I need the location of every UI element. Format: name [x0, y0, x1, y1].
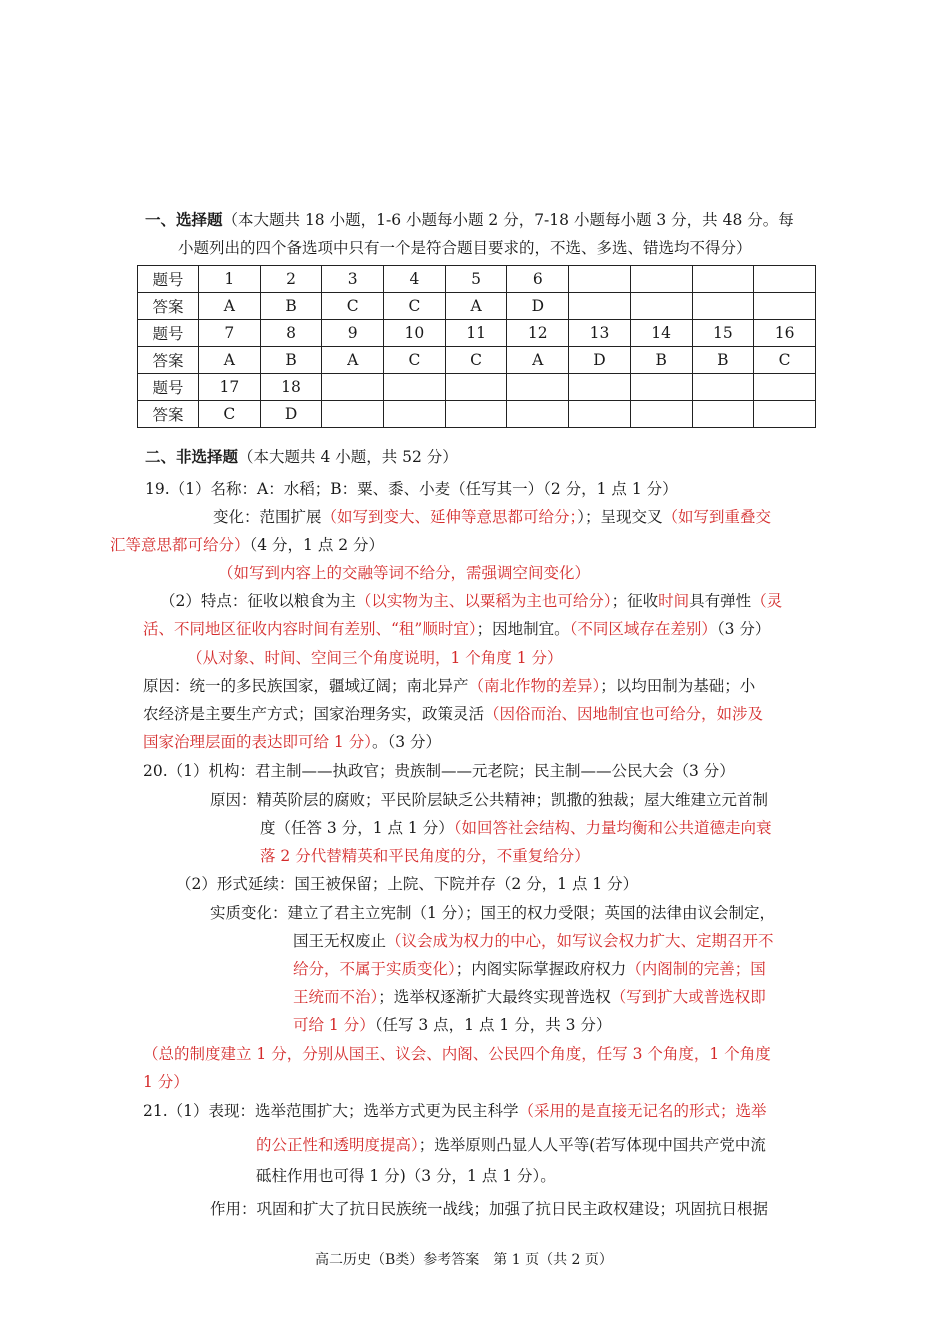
table-cell: B — [692, 347, 754, 374]
table-cell: C — [199, 401, 261, 428]
q21-line4: 作用：巩固和扩大了抗日民族统一战线；加强了抗日民主政权建设；巩固抗日根据 — [210, 1200, 769, 1218]
table-cell: D — [569, 347, 631, 374]
table-cell: 9 — [322, 320, 384, 347]
q20-line5: （2）形式延续：国王被保留；上院、下院并存（2 分，1 点 1 分） — [176, 875, 639, 893]
table-cell: C — [384, 347, 446, 374]
table-cell: C — [322, 293, 384, 320]
table-cell: 14 — [630, 320, 692, 347]
table-cell — [507, 374, 569, 401]
table-row — [138, 347, 816, 374]
q19-line5 — [160, 589, 782, 611]
table-cell — [507, 401, 569, 428]
section1-desc-line2: 小题列出的四个备选项中只有一个是符合题目要求的，不选、多选、错选均不得分） — [178, 239, 752, 257]
table-cell — [630, 266, 692, 293]
table-row-header: 题号 — [138, 374, 199, 401]
table-row-header: 答案 — [138, 401, 199, 428]
q21-line3: 砥柱作用也可得 1 分)（3 分，1 点 1 分）。 — [256, 1167, 556, 1185]
table-cell: B — [260, 347, 322, 374]
q20-line11-note: （总的制度建立 1 分，分别从国王、议会、内阁、公民四个角度，任写 3 个角度，1 个角度 — [143, 1045, 771, 1063]
table-row-header: 答案 — [138, 347, 199, 374]
q19-reason-text: ；以均田制为基础；小 — [600, 677, 756, 695]
q19-feature-time: 时间 — [658, 592, 690, 610]
table-cell — [384, 374, 446, 401]
q19-line2 — [213, 505, 771, 527]
q19-line7-note: （从对象、时间、空间三个角度说明，1 个角度 1 分） — [187, 649, 563, 667]
q20-line7 — [293, 929, 774, 951]
section1-title — [145, 208, 794, 230]
table-cell: A — [199, 347, 261, 374]
q19-feature-note3: （不同区域存在差别） — [569, 620, 717, 638]
q21-show-note: （采用的是直接无记名的形式；选举 — [518, 1102, 767, 1120]
q19-feature-label: （2）特点：征收以粮食为主 — [160, 592, 356, 610]
table-cell — [445, 374, 507, 401]
table-cell: A — [322, 347, 384, 374]
q21-line2 — [256, 1133, 766, 1155]
table-row — [138, 293, 816, 320]
q19-line10 — [143, 730, 441, 752]
q20-line6: 实质变化：建立了君主立宪制（1 分）；国王的权力受限；英国的法律由议会制定， — [210, 904, 776, 922]
q20-change-king: 国王无权废止 — [293, 932, 387, 950]
q19-reason-note2-cont: 国家治理层面的表达即可给 1 分） — [143, 733, 372, 751]
table-cell: 6 — [507, 266, 569, 293]
table-row-header: 题号 — [138, 266, 199, 293]
q19-feature-note2-cont: 活、不同地区征收内容时间有差别、“租”顺时宜） — [143, 620, 477, 638]
table-cell — [630, 293, 692, 320]
section1-heading: 一、选择题 — [145, 210, 223, 229]
table-cell — [569, 401, 631, 428]
table-cell: 5 — [445, 266, 507, 293]
q19-line9 — [143, 702, 763, 724]
q19-reason-text2: 农经济是主要生产方式；国家治理务实，政策灵活 — [143, 705, 485, 723]
table-cell: 8 — [260, 320, 322, 347]
q19-feature-note1: （以实物为主、以粟稻为主也可给分） — [355, 592, 612, 610]
table-cell — [754, 401, 816, 428]
q20-change-vote: ；选举权逐渐扩大最终实现普选权 — [378, 988, 611, 1006]
table-row — [138, 266, 816, 293]
q21-line1 — [143, 1099, 767, 1121]
table-cell: D — [260, 401, 322, 428]
table-cell: 3 — [322, 266, 384, 293]
table-cell: 7 — [199, 320, 261, 347]
table-cell: 15 — [692, 320, 754, 347]
q20-line4-note: 落 2 分代替精英和平民角度的分，不重复给分） — [260, 847, 590, 865]
q20-change-note2: （内阁制的完善；国 — [626, 960, 766, 978]
q19-reason-label: 原因：统一的多民族国家，疆域辽阔；南北异产 — [143, 677, 469, 695]
q19-reason-score: 。（3 分） — [371, 733, 442, 751]
table-cell: 4 — [384, 266, 446, 293]
q19-line6 — [143, 617, 770, 639]
q20-reason-score: 度（任答 3 分，1 点 1 分） — [260, 819, 454, 837]
section2-title — [145, 445, 458, 467]
table-cell — [569, 266, 631, 293]
table-cell: D — [507, 293, 569, 320]
q19-feature-text: ；征收 — [611, 592, 659, 610]
q20-reason-note: （如回答社会结构、力量均衡和公共道德走向衰 — [453, 819, 772, 837]
table-cell — [445, 401, 507, 428]
q19-change-note2-cont: 汇等意思都可给分） — [110, 536, 250, 554]
q19-feature-score: （3 分） — [716, 620, 771, 638]
table-cell: A — [199, 293, 261, 320]
q19-change-label: 变化：范围扩展 — [213, 508, 322, 526]
table-cell: 10 — [384, 320, 446, 347]
table-cell — [692, 401, 754, 428]
q19-change-cross: ）；呈现交叉 — [577, 508, 663, 526]
section2-desc: （本大题共 4 小题，共 52 分） — [238, 448, 458, 466]
table-row-header: 题号 — [138, 320, 199, 347]
table-row — [138, 320, 816, 347]
q20-line3 — [260, 816, 772, 838]
q19-line3 — [110, 533, 384, 555]
table-cell: A — [445, 293, 507, 320]
q21-show-note-cont: 的公正性和透明度提高） — [256, 1136, 419, 1154]
q21-show-label: 21.（1）表现：选举范围扩大；选举方式更为民主科学 — [143, 1102, 519, 1120]
q20-line10 — [293, 1013, 611, 1035]
q20-change-note3: （写到扩大或普选权即 — [610, 988, 766, 1006]
table-cell: 2 — [260, 266, 322, 293]
q20-line9 — [293, 985, 766, 1007]
q21-show-text: ；选举原则凸显人人平等(若写体现中国共产党中流 — [418, 1136, 766, 1154]
q19-reason-note1: （南北作物的差异） — [468, 677, 601, 695]
page-footer: 高二历史（B类）参考答案 第 1 页（共 2 页） — [315, 1252, 613, 1268]
table-cell — [754, 293, 816, 320]
q20-change-note3-cont: 可给 1 分） — [293, 1016, 375, 1034]
q20-line2: 原因：精英阶层的腐败；平民阶层缺乏公共精神；凯撒的独裁；屋大维建立元首制 — [210, 791, 769, 809]
q19-feature-flex: 具有弹性 — [689, 592, 752, 610]
table-cell: C — [754, 347, 816, 374]
q19-feature-local: ；因地制宜。 — [476, 620, 570, 638]
table-cell — [384, 401, 446, 428]
table-cell: C — [384, 293, 446, 320]
table-cell: 16 — [754, 320, 816, 347]
q20-change-note1-cont: 给分，不属于实质变化） — [293, 960, 456, 978]
q19-reason-note2: （因俗而治、因地制宜也可给分，如涉及 — [484, 705, 764, 723]
q19-line4-note: （如写到内容上的交融等词不给分，需强调空间变化） — [218, 564, 591, 582]
table-cell — [630, 401, 692, 428]
table-cell: B — [630, 347, 692, 374]
table-cell — [569, 293, 631, 320]
q19-change-note1: （如写到变大、延伸等意思都可给分； — [321, 508, 578, 526]
table-cell: C — [445, 347, 507, 374]
table-cell — [692, 374, 754, 401]
table-cell — [569, 374, 631, 401]
table-cell — [692, 266, 754, 293]
table-row — [138, 374, 816, 401]
q20-change-note1: （议会成为权力的中心，如写议会权力扩大、定期召开不 — [386, 932, 774, 950]
q19-change-note2: （如写到重叠交 — [662, 508, 772, 526]
q20-change-score: （任写 3 点，1 点 1 分，共 3 分） — [374, 1016, 612, 1034]
table-cell: 12 — [507, 320, 569, 347]
q20-change-cabinet: ；内阁实际掌握政府权力 — [455, 960, 627, 978]
table-cell — [322, 374, 384, 401]
table-row — [138, 401, 816, 428]
q19-change-score: （4 分，1 点 2 分） — [249, 536, 385, 554]
table-cell — [692, 293, 754, 320]
answer-table — [137, 265, 816, 428]
q19-line8 — [143, 674, 755, 696]
q20-change-note2-cont: 王统而不治） — [293, 988, 379, 1006]
table-cell — [754, 266, 816, 293]
q19-line1: 19.（1）名称：A：水稻；B：粟、黍、小麦（任写其一）（2 分，1 点 1 分） — [145, 480, 678, 498]
table-cell: 1 — [199, 266, 261, 293]
table-row-header: 答案 — [138, 293, 199, 320]
table-cell: 11 — [445, 320, 507, 347]
table-cell — [630, 374, 692, 401]
q19-feature-note2: （灵 — [751, 592, 783, 610]
q20-line12-note: 1 分） — [143, 1073, 189, 1091]
table-cell: 17 — [199, 374, 261, 401]
table-cell: B — [260, 293, 322, 320]
table-cell: 13 — [569, 320, 631, 347]
section1-desc-line1: （本大题共 18 小题，1-6 小题每小题 2 分，7-18 小题每小题 3 分，共 48 分。每 — [222, 211, 794, 229]
q20-line8 — [293, 957, 766, 979]
table-cell: A — [507, 347, 569, 374]
section2-heading: 二、非选择题 — [145, 447, 239, 466]
table-cell: 18 — [260, 374, 322, 401]
table-cell — [322, 401, 384, 428]
table-cell — [754, 374, 816, 401]
q20-line1: 20.（1）机构：君主制——执政官；贵族制——元老院；民主制——公民大会（3 分） — [143, 762, 735, 780]
